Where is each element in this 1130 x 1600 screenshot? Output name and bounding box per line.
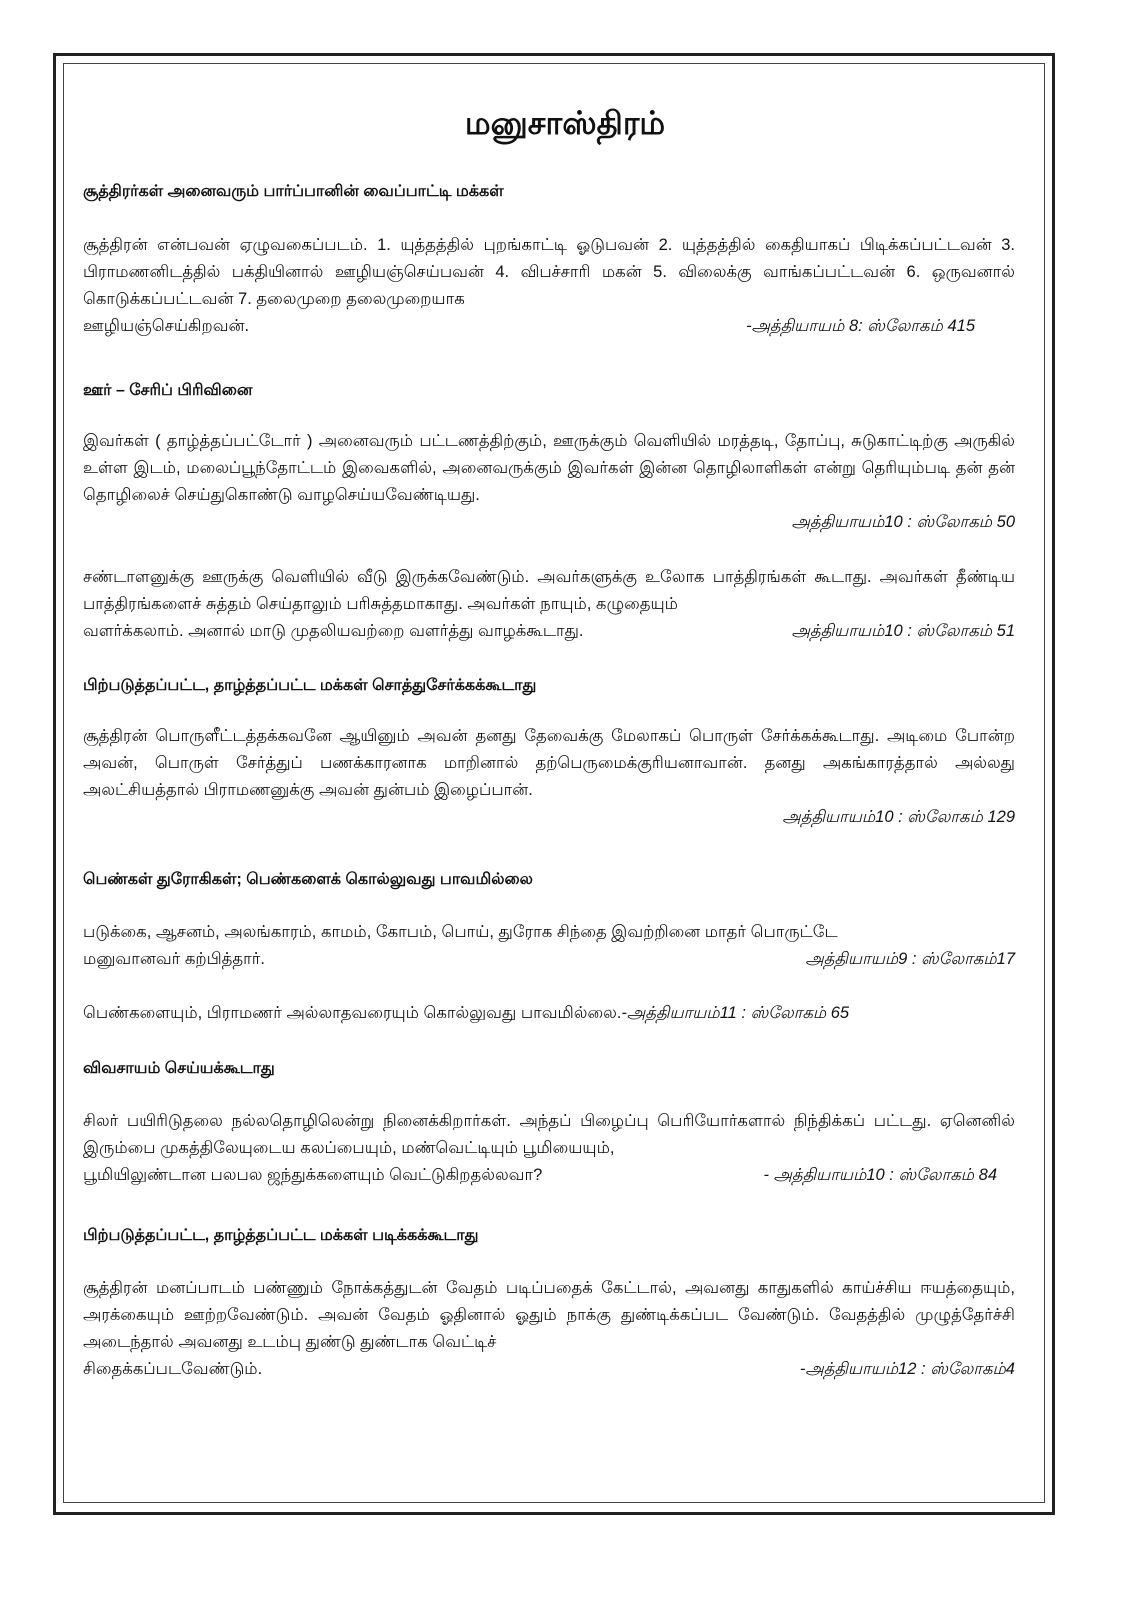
paragraph-text: படுக்கை, ஆசனம், அலங்காரம், காமம், கோபம், பொய், துரோக சிந்தை இவற்றினை மாதர் பொருட்டே [83,923,838,941]
citation: அத்தியாயம்9 : ஸ்லோகம்17 [805,950,1015,968]
paragraph-text: சூத்திரன் என்பவன் ஏழுவகைப்படம். 1. யுத்தத்தில் புறங்காட்டி ஓடுபவன் 2. யுத்தத்தில் கைதியாகப் பிடிக்கப்பட்டவன் 3. பிராமணனிடத்தில் பக்தியினால் ஊழியஞ்செய்பவன் 4. விபச்சாரி மகன் 5. விலைக்கு வாங்கப்பட்டவன் 6. ஒருவனால் கொடுக்கப்பட்டவன் 7. தலைமுறை தலைமுறையாக [83,236,1015,308]
citation: அத்தியாயம்10 : ஸ்லோகம் 129 [782,808,1015,826]
paragraph-text: பெண்களையும், பிராமணர் அல்லாதவரையும் கொல்லுவது பாவமில்லை. [83,1004,622,1022]
citation: - அத்தியாயம்10 : ஸ்லோகம் 84 [763,1166,997,1184]
paragraph-text: இவர்கள் ( தாழ்த்தப்பட்டோர் ) அனைவரும் பட்டணத்திற்கும், ஊருக்கும் வெளியில் மரத்தடி, தோப்பு, சுடுகாட்டிற்கு அருகில் உள்ள இடம், மலைப்பூந்தோட்டம் இவைகளில், அனைவருக்கும் இவர்கள் இன்ன தொழிலாளிகள் என்று தெரியும்படி தன் தன் தொழிலைச் செய்துகொண்டு வாழசெய்யவேண்டியது. [83,432,1015,504]
paragraph-text: சூத்திரன் பொருளீட்டத்தக்கவனே ஆயினும் அவன் தனது தேவைக்கு மேலாகப் பொருள் சேர்க்கக்கூடாது. அடிமை போன்ற அவன், பொருள் சேர்த்துப் பணக்காரனாக மாறினால் தற்பெருமைக்குரியனாவான். தனது அகங்காரத்தால் அல்லது அலட்சியத்தால் பிராமணனுக்கு அவன் துன்பம் இழைப்பான். [83,727,1015,799]
citation: -அத்தியாயம் 8: ஸ்லோகம் 415 [746,317,975,335]
section-1-paragraph [83,232,1015,340]
citation: அத்தியாயம்10 : ஸ்லோகம் 51 [791,622,1015,640]
section-2-paragraph-2 [83,564,1015,645]
paragraph-last-line: மனுவானவர் கற்பித்தார். [83,950,265,968]
citation: -அத்தியாயம்11 : ஸ்லோகம் 65 [621,1004,850,1022]
paragraph-text: சிலர் பயிரிடுதலை நல்லதொழிலென்று நினைக்கிறார்கள். அந்தப் பிழைப்பு பெரியோர்களால் நிந்திக்கப் பட்டது. ஏனெனில் இரும்பை முகத்திலேயுடைய கலப்பையும், மண்வெட்டியும் பூமியையும், [83,1112,1015,1157]
section-3-paragraph [83,723,1015,831]
section-5-paragraph [83,1108,1015,1189]
paragraph-text: சூத்திரன் மனப்பாடம் பண்ணும் நோக்கத்துடன் வேதம் படிப்பதைக் கேட்டால், அவனது காதுகளில் காய்ச்சிய ஈயத்தையும், அரக்கையும் ஊற்றவேண்டும். அவன் வேதம் ஓதினால் ஓதும் நாக்கு துண்டிக்கப்பட வேண்டும். வேதத்தில் முழுத்தேர்ச்சி அடைந்தால் அவனது உடம்பு துண்டு துண்டாக வெட்டிச் [83,1279,1015,1351]
section-6-paragraph [83,1275,1015,1383]
section-heading-4: பெண்கள் துரோகிகள்; பெண்களைக் கொல்லுவது பாவமில்லை [83,871,533,888]
section-heading-2: ஊர் – சேரிப் பிரிவினை [83,382,253,399]
citation: அத்தியாயம்10 : ஸ்லோகம் 50 [791,513,1015,531]
section-4-paragraph-1 [83,919,1015,973]
paragraph-last-line: ஊழியஞ்செய்கிறவன். [83,317,250,335]
section-2-paragraph-1 [83,428,1015,536]
section-heading-1: சூத்திரர்கள் அனைவரும் பார்ப்பானின் வைப்பாட்டி மக்கள் [83,183,504,200]
document-title: மனுசாஸ்திரம் [464,105,666,141]
citation: -அத்தியாயம்12 : ஸ்லோகம்4 [799,1360,1015,1378]
section-heading-3: பிற்படுத்தப்பட்ட, தாழ்த்தப்பட்ட மக்கள் சொத்துசேர்க்கக்கூடாது [83,677,537,694]
paragraph-last-line: பூமியிலுண்டான பலபல ஜந்துக்களையும் வெட்டுகிறதல்லவா? [83,1166,543,1184]
section-heading-6: பிற்படுத்தப்பட்ட, தாழ்த்தப்பட்ட மக்கள் படிக்கக்கூடாது [83,1227,479,1244]
paragraph-last-line: சிதைக்கப்படவேண்டும். [83,1360,263,1378]
section-4-paragraph-2 [83,1000,1015,1027]
paragraph-last-line: வளர்க்கலாம். அனால் மாடு முதலியவற்றை வளர்த்து வாழக்கூடாது. [83,622,584,640]
paragraph-text: சண்டாளனுக்கு ஊருக்கு வெளியில் வீடு இருக்கவேண்டும். அவர்களுக்கு உலோக பாத்திரங்கள் கூடாது. அவர்கள் தீண்டிய பாத்திரங்களைச் சுத்தம் செய்தாலும் பரிசுத்தமாகாது. அவர்கள் நாயும், கழுதையும் [83,568,1015,613]
section-heading-5: விவசாயம் செய்யக்கூடாது [83,1060,275,1077]
